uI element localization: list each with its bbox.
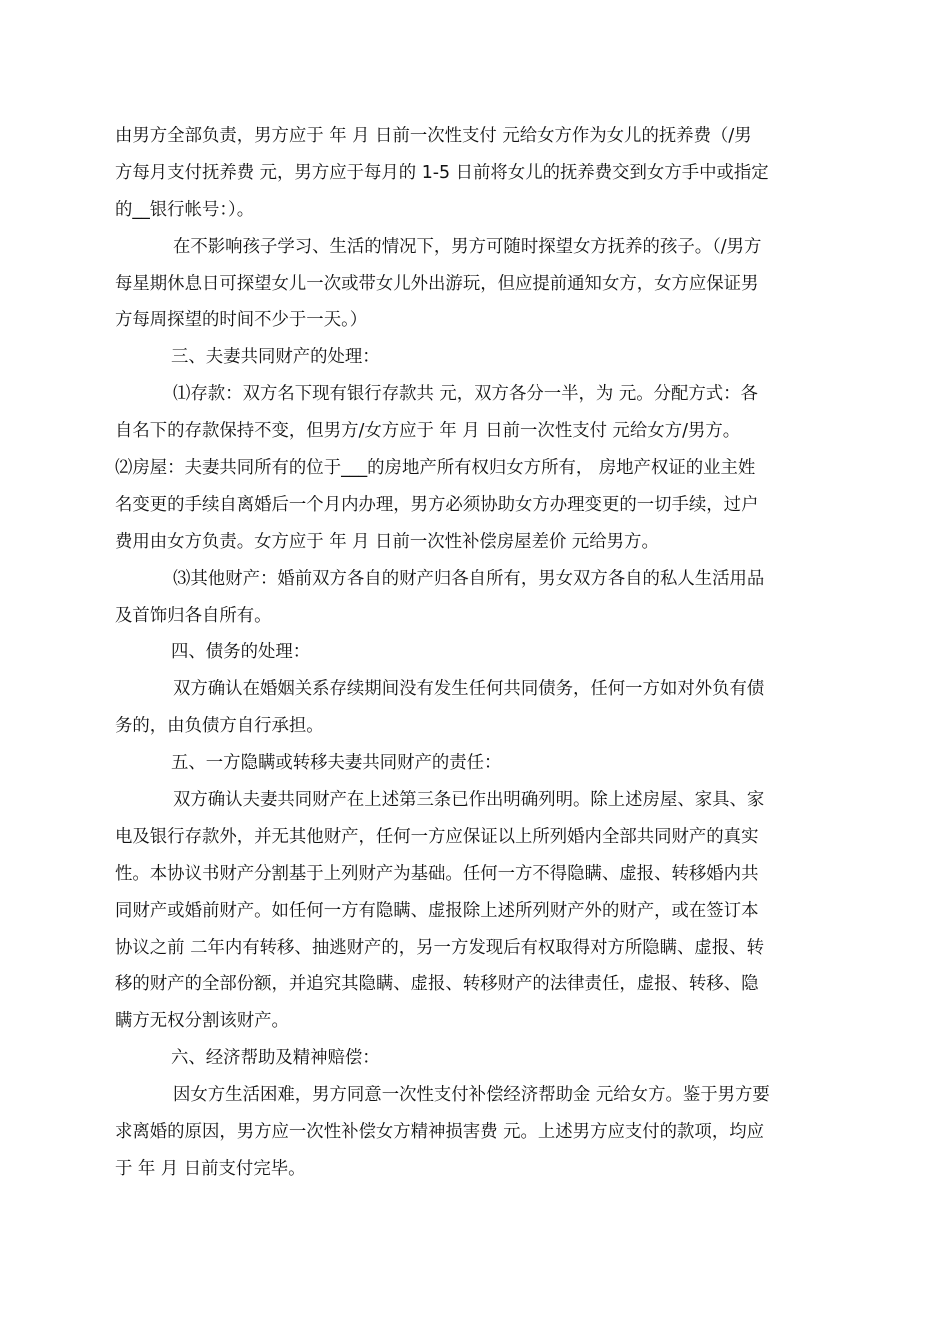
text-line: 瞒方无权分割该财产。	[115, 1011, 289, 1032]
document-body	[115, 118, 837, 1188]
paragraph-house	[115, 450, 837, 561]
text-line: 求离婚的原因，男方应一次性补偿女方精神损害费 元。上述男方应支付的款项，均应	[115, 1122, 764, 1143]
heading-compensation	[115, 1040, 837, 1077]
text-line: 每星期休息日可探望女儿一次或带女儿外出游玩，但应提前通知女方，女方应保证男	[115, 273, 759, 294]
paragraph-savings	[115, 376, 837, 450]
paragraph-other-property	[115, 561, 837, 635]
text-line: 由男方全部负责，男方应于 年 月 日前一次性支付 元给女方作为女儿的抚养费（/男	[115, 126, 752, 146]
paragraph-child-support	[115, 118, 837, 229]
text-line: 费用由女方负责。女方应于 年 月 日前一次性补偿房屋差价 元给男方。	[115, 531, 659, 552]
text-line: 方每周探望的时间不少于一天。）	[115, 310, 368, 331]
heading-joint-property	[115, 339, 837, 376]
text-line: 自名下的存款保持不变，但男方/女方应于 年 月 日前一次性支付 元给女方/男方。	[115, 421, 741, 442]
text-line: 移的财产的全部份额，并追究其隐瞒、虚报、转移财产的法律责任，虚报、转移、隐	[115, 974, 759, 995]
section-heading: 六、经济帮助及精神赔偿：	[171, 1048, 380, 1069]
text-line: 电及银行存款外，并无其他财产，任何一方应保证以上所列婚内全部共同财产的真实	[115, 826, 759, 847]
text-line: 在不影响孩子学习、生活的情况下，男方可随时探望女方抚养的孩子。（/男方	[173, 236, 762, 257]
text-line: 名变更的手续自离婚后一个月内办理，男方必须协助女方办理变更的一切手续，过户	[115, 494, 759, 515]
section-heading: 五、一方隐瞒或转移夫妻共同财产的责任：	[171, 753, 502, 774]
text-line: ⑴存款：双方名下现有银行存款共 元，双方各分一半，为 元。分配方式：各	[173, 384, 758, 405]
heading-debts	[115, 634, 837, 671]
paragraph-debts	[115, 671, 837, 745]
text-line: 的__银行帐号：）。	[115, 199, 255, 220]
paragraph-concealment	[115, 782, 837, 1040]
paragraph-visitation	[115, 229, 837, 340]
heading-concealment	[115, 745, 837, 782]
text-line: 性。本协议书财产分割基于上列财产为基础。任何一方不得隐瞒、虚报、转移婚内共	[115, 863, 759, 884]
text-line: 方每月支付抚养费 元，男方应于每月的 1-5 日前将女儿的抚养费交到女方手中或指定	[115, 162, 769, 183]
text-line: 务的，由负债方自行承担。	[115, 716, 324, 737]
text-line: ⑶其他财产：婚前双方各自的财产归各自所有，男女双方各自的私人生活用品	[173, 568, 765, 589]
text-line: 及首饰归各自所有。	[115, 605, 272, 626]
text-line: 双方确认夫妻共同财产在上述第三条已作出明确列明。除上述房屋、家具、家	[173, 790, 765, 811]
text-line: 于 年 月 日前支付完毕。	[115, 1158, 306, 1179]
section-heading: 四、债务的处理：	[171, 642, 311, 663]
paragraph-compensation	[115, 1077, 837, 1188]
text-line: 双方确认在婚姻关系存续期间没有发生任何共同债务，任何一方如对外负有债	[173, 679, 765, 700]
text-line: 因女方生活困难，男方同意一次性支付补偿经济帮助金 元给女方。鉴于男方要	[173, 1085, 770, 1106]
text-line: ⑵房屋：夫妻共同所有的位于___的房地产所有权归女方所有， 房地产权证的业主姓	[115, 458, 756, 479]
section-heading: 三、夫妻共同财产的处理：	[171, 347, 380, 368]
text-line: 同财产或婚前财产。如任何一方有隐瞒、虚报除上述所列财产外的财产，或在签订本	[115, 900, 759, 921]
text-line: 协议之前 二年内有转移、抽逃财产的，另一方发现后有权取得对方所隐瞒、虚报、转	[115, 937, 764, 958]
